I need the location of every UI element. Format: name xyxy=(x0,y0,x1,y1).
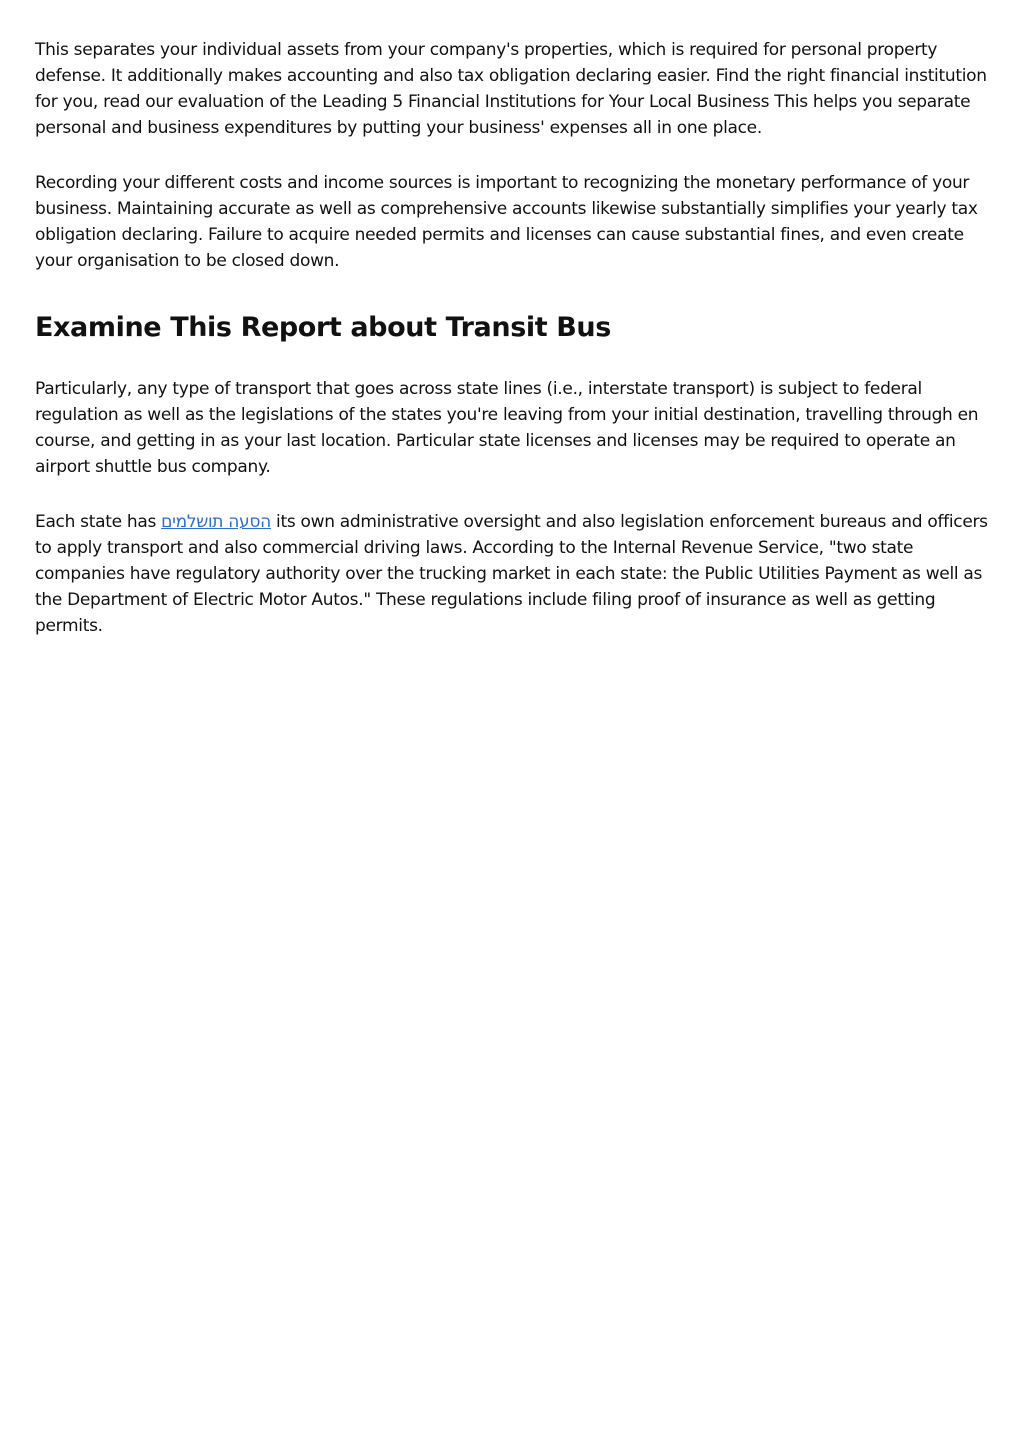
section-heading: Examine This Report about Transit Bus xyxy=(35,312,611,343)
article-body xyxy=(35,37,990,668)
paragraph-interstate-transport: Particularly, any type of transport that goes across state lines (i.e., interstate transport) is subject to federal regulation as well as the legislations of the states you're leaving from your initial destination, travelling through en course, and getting in as your last location. Particular state licenses and licenses may be required to operate an airport shuttle bus company. xyxy=(35,379,979,477)
paragraph-recording-costs: Recording your different costs and income sources is important to recognizing the monetary performance of your business. Maintaining accurate as well as comprehensive accounts likewise substantially simplifies your yearly tax obligation declaring. Failure to acquire needed permits and licenses can cause substantial fines, and even create your organisation to be closed down. xyxy=(35,173,978,271)
hebrew-link[interactable]: הסעה תושלמים xyxy=(161,512,271,532)
paragraph-text-after-link: its own administrative oversight and also legislation enforcement bureaus and officers to apply transport and also commercial driving laws. According to the Internal Revenue Service, "two state companies have regulatory authority over the trucking market in each state: the Public Utilities Payment as well as the Department of Electric Motor Autos." These regulations include filing proof of insurance as well as getting permits. xyxy=(35,512,988,636)
paragraph-text-before-link: Each state has xyxy=(35,512,162,532)
paragraph-business-accounts: This separates your individual assets from your company's properties, which is required for personal property defense. It additionally makes accounting and also tax obligation declaring easier. Find the right financial institution for you, read our evaluation of the Leading 5 Financial Institutions for Your Local Business This helps you separate personal and business expenditures by putting your business' expenses all in one place. xyxy=(35,40,987,138)
paragraph-state-oversight xyxy=(35,509,990,639)
